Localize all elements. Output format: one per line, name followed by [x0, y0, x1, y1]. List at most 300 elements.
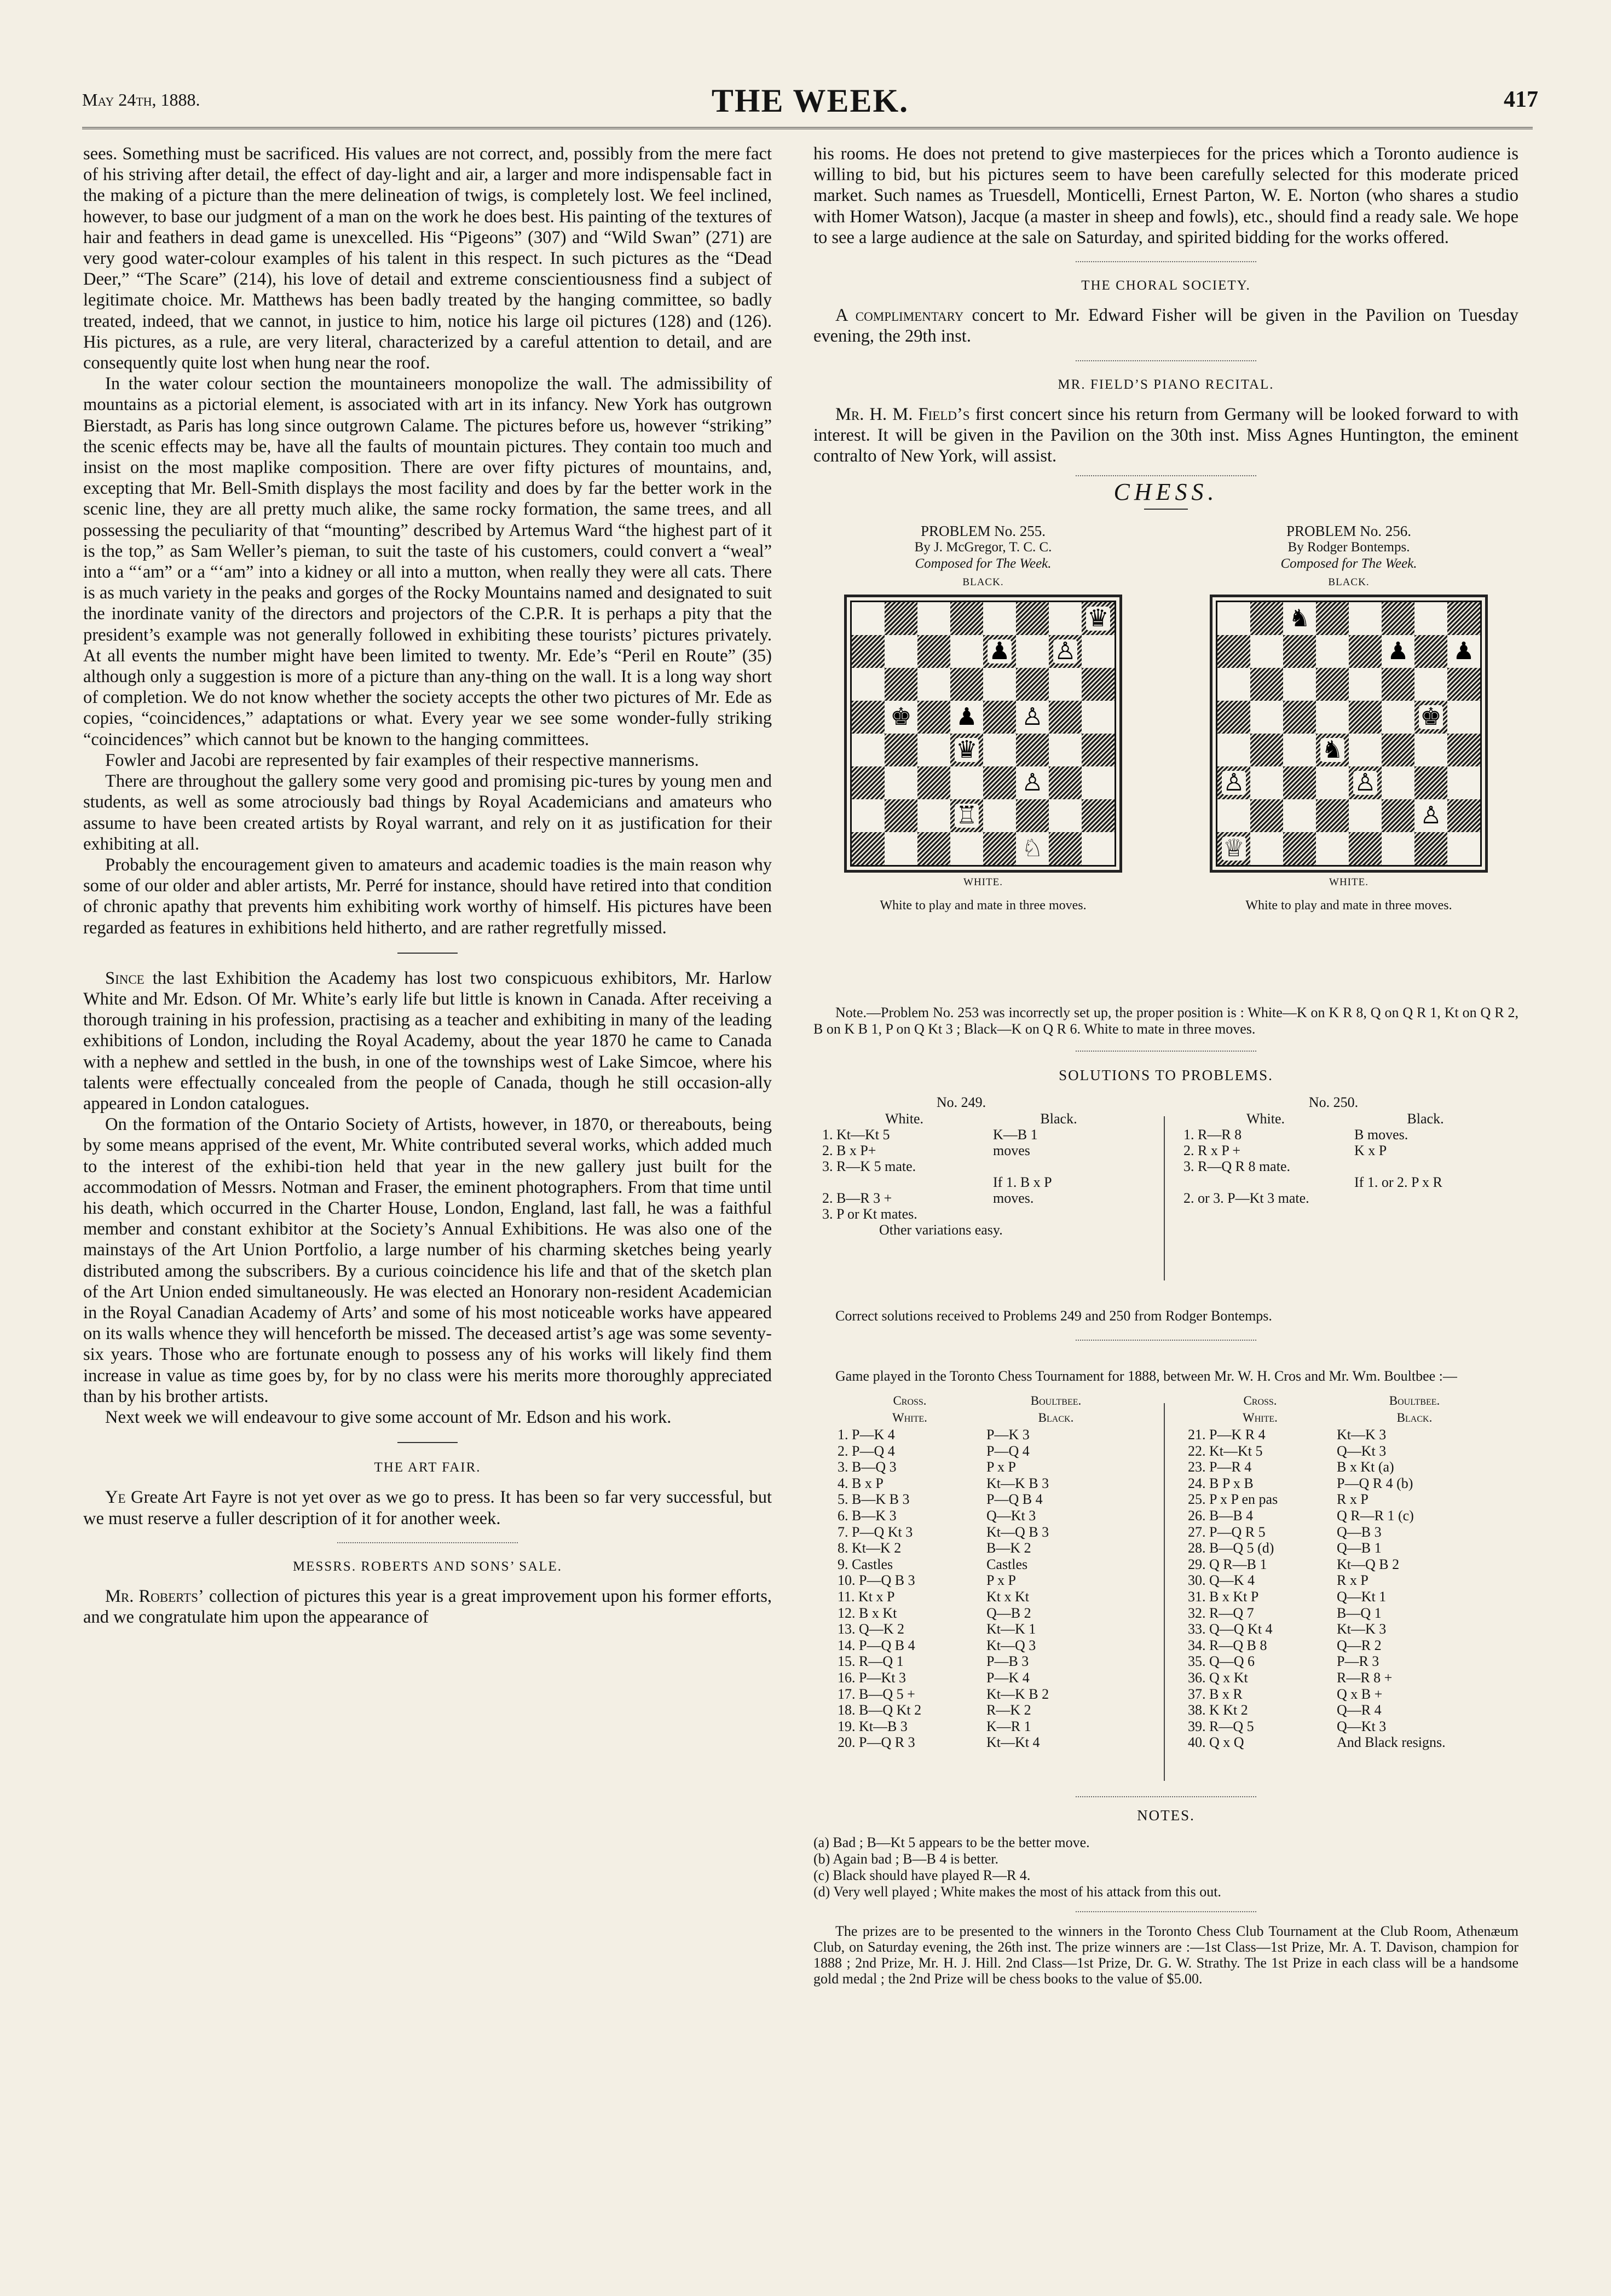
- black-move: P—K 4: [986, 1669, 1030, 1686]
- black-move: R—R 8 +: [1337, 1669, 1393, 1686]
- article-paragraph: In the water colour section the mountaineers monopolize the wall. The admissibility of mountains as a pictorial element, is associated with art in its infancy. New York has outgrown Bierstadt, as Paris has long since outgrown Calame. The pictures before us, however “striking” the scenic effects may be, have all the faults of mountain pictures. They contain too much and insist on the most maplike composition. There are over fifty pictures of mountains, and, excepting that Mr. Bell-Smith displays the most facility and does by far the better work in the scenic line, they are all pretty much alike, the same rocky formation, the same trees, and all possessing the peculiarity of that “mounting” described by Artemus Ward “the highest part of it is the top,” as Sam Weller’s pieman, to suit the taste of his customers, could convert a “weal” into a “‘am” or a “‘am” into a kidney or all into a mutton, when really they were all cats. There is as much variety in the peaks and gorges of the Rocky Mountains named and designated to suit the inordinate vanity of the directors and projectors of the C.P.R. It is perhaps a pity that the president’s example was not generally followed in exhibiting these tourists’ pictures privately. At all events the number might have been limited to twenty. Mr. Ede’s “Peril en Route” (35) although only a suggestion is more of a picture than any-thing on the wall. It is a long way short of completion. We do not know whether the society accepts the other two pictures of Mr. Ede as copies, “coincidences,” adaptations or what. Every year we see some wonder-fully striking “coincidences” which cannot but be known to the hanging committees.: [83, 374, 772, 749]
- board-square: [983, 701, 1016, 734]
- white-move: 27. P—Q R 5: [1188, 1524, 1266, 1540]
- board-square: [1082, 766, 1115, 799]
- section-heading: MR. FIELD’S PIANO RECITAL.: [1058, 377, 1274, 392]
- board-square: [885, 766, 917, 799]
- board-square: [1447, 734, 1480, 766]
- chess-piece: ♙: [1223, 769, 1245, 796]
- black-move: Kt—Q B 3: [986, 1524, 1049, 1540]
- column-head: White.: [1243, 1411, 1278, 1425]
- black-move: B x Kt (a): [1337, 1459, 1394, 1475]
- board-square: [1217, 766, 1250, 799]
- problem-caption: White to play and mate in three moves.: [880, 898, 1087, 913]
- solution-row: [819, 1190, 1128, 1206]
- board-square: [1049, 701, 1082, 734]
- solution-row: [1180, 1143, 1500, 1158]
- move-row: [1186, 1718, 1494, 1735]
- article-paragraph: [83, 1487, 772, 1528]
- black-move: If 1. or 2. P x R: [1354, 1174, 1442, 1190]
- white-move: 2. P—Q 4: [838, 1443, 895, 1459]
- white-move: 1. Kt—Kt 5: [822, 1126, 890, 1143]
- board-square: [1414, 668, 1447, 701]
- black-label: BLACK.: [1328, 576, 1370, 588]
- white-move: 15. R—Q 1: [838, 1653, 904, 1670]
- chess-piece: ♛: [956, 736, 978, 763]
- board-square: [1349, 832, 1382, 865]
- black-move: P—Q R 4 (b): [1337, 1475, 1413, 1491]
- black-move: B—K 2: [986, 1540, 1031, 1556]
- game-intro: Game played in the Toronto Chess Tournament for 1888, between Mr. W. H. Cros and Mr. Wm. Boultbee :—: [835, 1368, 1457, 1384]
- board-square: [1382, 734, 1414, 766]
- board-square: [1217, 799, 1250, 832]
- board-square: [1414, 635, 1447, 668]
- section-rule: [1076, 1340, 1256, 1341]
- black-move: B moves.: [1354, 1126, 1408, 1143]
- board-square: [1082, 635, 1115, 668]
- black-move: R x P: [1337, 1491, 1369, 1508]
- board-square: [1414, 602, 1447, 635]
- page-header: [82, 82, 1538, 126]
- board-square: [1082, 799, 1115, 832]
- problem-256: [1179, 523, 1518, 914]
- section-rule: [1076, 475, 1256, 476]
- board-square: [852, 602, 885, 635]
- board-square: [917, 602, 950, 635]
- problem-composed: Composed for The Week.: [1280, 556, 1417, 571]
- move-row: [835, 1589, 1128, 1605]
- board-square: [1250, 701, 1283, 734]
- column-head: Black.: [1038, 1411, 1074, 1425]
- section-heading: THE CHORAL SOCIETY.: [1081, 278, 1251, 293]
- black-move: Kt—K B 2: [986, 1686, 1049, 1702]
- black-move: Kt—K 3: [1337, 1621, 1387, 1637]
- note-item: (d) Very well played ; White makes the most of his attack from this out.: [813, 1884, 1221, 1900]
- move-row: [835, 1556, 1128, 1573]
- move-row: [1186, 1459, 1494, 1475]
- board-square: [1049, 832, 1082, 865]
- black-move: P x P: [986, 1459, 1016, 1475]
- black-move: Kt—K 1: [986, 1621, 1036, 1637]
- black-move: P—Q B 4: [986, 1491, 1043, 1508]
- white-move: 24. B P x B: [1188, 1475, 1254, 1491]
- black-move: Q—Kt 3: [986, 1508, 1036, 1524]
- lead-word: Mr. H. M. Field’s: [835, 404, 970, 424]
- black-move: Q—B 2: [986, 1605, 1031, 1621]
- article-paragraph: On the formation of the Ontario Society of Artists, however, in 1870, or thereabouts, being by some means apprised of the event, Mr. White contributed several works, which added much to the interest of the exhibi-tion held that year in the new gallery just built for the accommodation of Messrs. Notman and Fraser, the eminent photographers. From that time until his death, which occurred in the Charter House, London, England, last fall, he was a faithful member and constant exhibitor at the Society’s Annual Exhibitions. He was also one of the mainstays of the Art Union Portfolio, a large number of his charming sketches being yearly distributed among the subscribers. By a curious coincidence his life and that of the sketch plan of the Art Union ended simultaneously. He was elected an Honorary non-resident Academician in the Royal Canadian Academy of Arts’ and some of his most noticeable works have appeared on its walls whence they will henceforth be missed. The deceased artist’s age was some seventy-six years. Those who are fortunate enough to possess any of his works will likely find them increase in value as time goes by, for by no class were his merits more thoroughly appreciated than by his brother artists.: [83, 1115, 772, 1406]
- chess-piece: ♙: [1054, 637, 1076, 665]
- board-square: [1250, 635, 1283, 668]
- move-row: [835, 1670, 1128, 1686]
- black-move: Q R—R 1 (c): [1337, 1508, 1414, 1524]
- moves-table: [1186, 1392, 1494, 1751]
- black-move: moves: [993, 1142, 1030, 1158]
- white-move: 3. R—Q R 8 mate.: [1183, 1158, 1290, 1174]
- board-square: [917, 766, 950, 799]
- black-move: Q—B 1: [1337, 1540, 1382, 1556]
- white-move: 9. Castles: [838, 1556, 893, 1572]
- solution-row: [1180, 1190, 1500, 1206]
- board-square: [1049, 602, 1082, 635]
- white-move: 29. Q R—B 1: [1188, 1556, 1267, 1572]
- board-square: [1447, 766, 1480, 799]
- board-square: [1217, 832, 1250, 865]
- column-head: White.: [1246, 1110, 1285, 1127]
- board-square: [1349, 701, 1382, 734]
- move-row: [1186, 1653, 1494, 1670]
- board-square: [983, 602, 1016, 635]
- chess-piece: ♟: [1387, 637, 1409, 665]
- white-move: [819, 1174, 990, 1190]
- chess-board: [850, 601, 1116, 867]
- board-square: [983, 832, 1016, 865]
- black-move: R x P: [1337, 1572, 1369, 1589]
- move-row: [835, 1702, 1128, 1718]
- board-square: [1382, 799, 1414, 832]
- move-row: [1186, 1475, 1494, 1492]
- problem-title: PROBLEM No. 255.: [920, 522, 1046, 539]
- move-row: [1186, 1524, 1494, 1541]
- board-square: [1082, 668, 1115, 701]
- move-row: [835, 1540, 1128, 1556]
- solution-row: [1180, 1127, 1500, 1143]
- board-square: [1349, 635, 1382, 668]
- white-move: 2. B x P+: [822, 1142, 876, 1158]
- board-square: [852, 734, 885, 766]
- move-row: [835, 1459, 1128, 1475]
- board-square: [950, 701, 983, 734]
- white-move: 16. P—Kt 3: [838, 1669, 906, 1686]
- board-square: [1382, 701, 1414, 734]
- white-move: 13. Q—K 2: [838, 1621, 905, 1637]
- black-move: [990, 1158, 1128, 1174]
- board-square: [1082, 602, 1115, 635]
- move-row: [1186, 1443, 1494, 1459]
- paragraph-text: the last Exhibition the Academy has lost two conspicuous exhibitors, Mr. Harlow White and Mr. Edson. Of Mr. White’s early life but little is known in Canada. After receiving a thorough training in his profession, practising as a teacher and exhibiting in many of the leading exhibitions of London, including the Royal Academy, about the year 1870 he came to Canada with a nephew and settled in the bush, in one of the townships west of Lake Simcoe, where his talents were effectually concealed from the people of Canada, though he still occasion-ally appeared in London catalogues.: [83, 968, 772, 1114]
- white-move: 36. Q x Kt: [1188, 1669, 1248, 1686]
- move-row: [1186, 1702, 1494, 1718]
- black-label: BLACK.: [962, 576, 1004, 588]
- solution-row: [819, 1206, 1128, 1222]
- board-square: [1283, 668, 1316, 701]
- black-move: And Black resigns.: [1337, 1734, 1446, 1751]
- lead-word: A complimentary: [835, 305, 964, 326]
- move-row: [1186, 1540, 1494, 1556]
- white-move: 28. B—Q 5 (d): [1188, 1540, 1274, 1556]
- article-paragraph: his rooms. He does not pretend to give masterpieces for the prices which a Toronto audience is willing to bid, but his pictures seem to have been carefully selected for this moderate priced market. Such names as Truesdell, Monticelli, Ernest Parton, W. E. Norton (who shares a studio with Homer Watson), Jacque (a master in sheep and fowls), etc., should find a ready sale. We hope to see a large audience at the sale on Saturday, and spirited bidding for the works offered.: [813, 144, 1518, 247]
- solution-table: [1180, 1111, 1500, 1206]
- black-move: P—K 3: [986, 1427, 1030, 1443]
- white-move: 40. Q x Q: [1188, 1734, 1244, 1751]
- chess-piece: ♟: [956, 703, 978, 730]
- column-head: White.: [885, 1110, 924, 1127]
- board-square: [1049, 734, 1082, 766]
- white-move: 4. B x P: [838, 1475, 884, 1491]
- move-row: [835, 1443, 1128, 1459]
- section-heading: MESSRS. ROBERTS AND SONS’ SALE.: [292, 1559, 563, 1574]
- board-square: [1217, 701, 1250, 734]
- column-head: Black.: [1040, 1110, 1077, 1127]
- white-move: 1. P—K 4: [838, 1427, 895, 1443]
- white-move: 38. K Kt 2: [1188, 1702, 1248, 1718]
- chess-heading: CHESS.: [1113, 478, 1219, 506]
- solution-footer: Other variations easy.: [879, 1221, 1003, 1238]
- move-row: [1186, 1572, 1494, 1589]
- chess-problems: [813, 523, 1518, 1005]
- player-name: Cross.: [893, 1393, 927, 1407]
- board-square: [885, 668, 917, 701]
- board-square: [1349, 602, 1382, 635]
- paragraph-text: first concert since his return from Germany will be looked forward to with interest. It will be given in the Pavilion on the 30th inst. Miss Agnes Huntington, the eminent contralto of New York, will assist.: [813, 404, 1518, 466]
- column-divider: [1164, 1116, 1165, 1280]
- board-square: [1316, 734, 1349, 766]
- white-move: 32. R—Q 7: [1188, 1605, 1254, 1621]
- black-move: Q—R 4: [1337, 1702, 1382, 1718]
- solution-row: [819, 1158, 1128, 1174]
- board-square: [1316, 799, 1349, 832]
- board-square: [1250, 799, 1283, 832]
- board-square: [983, 734, 1016, 766]
- move-row: [835, 1427, 1128, 1443]
- board-square: [1283, 701, 1316, 734]
- board-square: [1349, 668, 1382, 701]
- board-square: [983, 766, 1016, 799]
- board-square: [1049, 766, 1082, 799]
- problem-author: By Rodger Bontemps.: [1287, 539, 1410, 555]
- board-square: [1016, 799, 1049, 832]
- chess-piece: ♘: [1021, 834, 1043, 862]
- board-square: [1447, 832, 1480, 865]
- black-move: K x P: [1354, 1142, 1387, 1158]
- move-row: [835, 1621, 1128, 1637]
- board-square: [1217, 602, 1250, 635]
- white-move: 34. R—Q B 8: [1188, 1637, 1267, 1653]
- black-move: R—K 2: [986, 1702, 1031, 1718]
- solution-title: No. 250.: [1308, 1094, 1359, 1110]
- column-divider: [1164, 1403, 1165, 1781]
- board-square: [1349, 799, 1382, 832]
- board-square: [1316, 635, 1349, 668]
- board-square: [950, 766, 983, 799]
- board-square: [1082, 734, 1115, 766]
- note-item: (c) Black should have played R—R 4.: [813, 1867, 1031, 1884]
- board-square: [950, 799, 983, 832]
- white-move: 23. P—R 4: [1188, 1459, 1252, 1475]
- board-square: [852, 635, 885, 668]
- section-rule: [1144, 509, 1188, 510]
- black-move: Q x B +: [1337, 1686, 1383, 1702]
- move-row: [835, 1653, 1128, 1670]
- move-row: [1186, 1621, 1494, 1637]
- board-square: [1082, 701, 1115, 734]
- board-square: [983, 635, 1016, 668]
- board-square: [1049, 799, 1082, 832]
- black-move: If 1. B x P: [993, 1174, 1052, 1190]
- lead-word: Since: [105, 968, 145, 988]
- masthead: THE WEEK.: [711, 83, 909, 119]
- board-square: [1217, 668, 1250, 701]
- board-square: [1349, 734, 1382, 766]
- article-paragraph: Fowler and Jacobi are represented by fair examples of their respective mannerisms.: [105, 750, 699, 770]
- white-label: WHITE.: [963, 876, 1003, 888]
- white-move: 25. P x P en pas: [1188, 1491, 1278, 1508]
- article-paragraph: [83, 968, 772, 1114]
- move-row: [1186, 1605, 1494, 1622]
- move-row: [835, 1718, 1128, 1735]
- moves-table: [835, 1392, 1128, 1751]
- section-rule: [1076, 261, 1256, 262]
- prizes-paragraph: The prizes are to be presented to the winners in the Toronto Chess Club Tournament at the Club Room, Athenæum Club, on Saturday evening, the 26th inst. The prize winners are :—1st Class—1st Prize, Mr. A. T. Davison, champion for 1888 ; 2nd Prize, Mr. H. J. Hill. 2nd Class—1st Prize, Dr. G. W. Strathy. The 1st Prize in each class will be a handsome gold medal ; the 2nd Prize will be chess books to the value of $5.00.: [813, 1923, 1518, 1987]
- article-paragraph: sees. Something must be sacrificed. His values are not correct, and, possibly from the mere fact of his striving after detail, the effect of day-light and air, a larger and more indispensable fact in the making of a picture than the mere delineation of twigs, is completely lost. We feel inclined, however, to base our judgment of a man on the work he does best. His painting of the textures of hair and feathers in dead game is unexcelled. His “Pigeons” (307) and “Wild Swan” (271) are very good water-colour examples of his talent in this respect. In such pictures as the “Dead Deer,” “The Scare” (214), his love of detail and extreme conscientiousness find a subject of legitimate choice. Mr. Matthews has been badly treated by the hanging committee, so badly treated, indeed, that we cannot, in justice to him, notice his large oil pictures (128) and (126). His pictures, as a rule, are very literal, characterized by a careful attention to detail, and are consequently quite lost when hung near the roof.: [83, 144, 772, 373]
- white-move: 19. Kt—B 3: [838, 1718, 908, 1734]
- board-square: [852, 832, 885, 865]
- column-head: Black.: [1396, 1411, 1433, 1425]
- black-move: K—B 1: [993, 1126, 1038, 1143]
- board-square: [1382, 602, 1414, 635]
- white-move: 21. P—K R 4: [1188, 1427, 1266, 1443]
- solution-table: [819, 1111, 1128, 1222]
- section-rule: [397, 1442, 458, 1443]
- board-square: [1382, 766, 1414, 799]
- player-name: Cross.: [1243, 1393, 1277, 1407]
- white-move: 8. Kt—K 2: [838, 1540, 902, 1556]
- solution-row: [819, 1127, 1128, 1143]
- move-row: [835, 1686, 1128, 1703]
- move-row: [1186, 1589, 1494, 1605]
- board-square: [1250, 602, 1283, 635]
- note-item: (b) Again bad ; B—B 4 is better.: [813, 1851, 998, 1867]
- board-square: [1283, 799, 1316, 832]
- move-row: [835, 1508, 1128, 1524]
- problem-author: By J. McGregor, T. C. C.: [914, 539, 1052, 555]
- board-square: [1414, 701, 1447, 734]
- black-move: Kt—K B 3: [986, 1475, 1049, 1491]
- section-rule: [1076, 1796, 1256, 1797]
- board-square: [983, 668, 1016, 701]
- board-square: [950, 635, 983, 668]
- board-square: [852, 668, 885, 701]
- move-row: [835, 1475, 1128, 1492]
- move-row: [835, 1491, 1128, 1508]
- move-row: [835, 1734, 1128, 1751]
- section-heading: NOTES.: [1137, 1807, 1195, 1824]
- board-square: [1316, 832, 1349, 865]
- right-column: [813, 143, 1518, 1987]
- article-paragraph: Probably the encouragement given to amateurs and academic toadies is the main reason why some of our older and abler artists, Mr. Perré for instance, should have retired into that condition of chronic apathy that prevents him exhibiting work worthy of himself. His pictures have been regarded as features in exhibitions held hitherto, and are rather regretfully missed.: [83, 855, 772, 938]
- game-moves-right: [1186, 1392, 1494, 1751]
- black-move: Kt—Kt 4: [986, 1734, 1040, 1751]
- board-square: [917, 635, 950, 668]
- solutions: [813, 1094, 1518, 1308]
- black-move: Q—Kt 3: [1337, 1443, 1387, 1459]
- column-head: Black.: [1407, 1110, 1444, 1127]
- white-move: [1180, 1174, 1351, 1190]
- black-move: K—R 1: [986, 1718, 1031, 1734]
- white-move: 11. Kt x P: [838, 1588, 895, 1605]
- board-square: [917, 734, 950, 766]
- board-square: [917, 799, 950, 832]
- white-label: WHITE.: [1329, 876, 1369, 888]
- solution-row: [1180, 1158, 1500, 1174]
- move-row: [1186, 1670, 1494, 1686]
- white-move: 35. Q—Q 6: [1188, 1653, 1255, 1670]
- black-move: P—R 3: [1337, 1653, 1379, 1670]
- move-row: [835, 1637, 1128, 1654]
- board-square: [1414, 734, 1447, 766]
- board-square: [1316, 766, 1349, 799]
- board-square: [1316, 602, 1349, 635]
- article-paragraph: [813, 305, 1518, 347]
- board-square: [1283, 734, 1316, 766]
- chess-piece: ♞: [1321, 736, 1343, 763]
- black-move: B—Q 1: [1337, 1605, 1382, 1621]
- move-row: [835, 1572, 1128, 1589]
- white-move: 3. R—K 5 mate.: [822, 1158, 916, 1174]
- board-square: [1016, 766, 1049, 799]
- white-move: 30. Q—K 4: [1188, 1572, 1255, 1589]
- black-move: Castles: [986, 1556, 1028, 1572]
- move-row: [835, 1524, 1128, 1541]
- white-move: 2. R x P +: [1183, 1142, 1240, 1158]
- section-rule: [1076, 1051, 1256, 1052]
- chess-piece: ♙: [1354, 769, 1376, 796]
- white-move: 7. P—Q Kt 3: [838, 1524, 913, 1540]
- white-move: 5. B—K B 3: [838, 1491, 910, 1508]
- board-square: [1016, 635, 1049, 668]
- black-move: Kt—K 3: [1337, 1427, 1387, 1443]
- move-row: [1186, 1427, 1494, 1443]
- board-square: [885, 799, 917, 832]
- problem-title: PROBLEM No. 256.: [1286, 522, 1412, 539]
- chess-piece: ♛: [1087, 604, 1109, 632]
- board-square: [1283, 602, 1316, 635]
- board-square: [885, 701, 917, 734]
- column-head: White.: [892, 1411, 927, 1425]
- board-square: [1382, 635, 1414, 668]
- section-heading: SOLUTIONS TO PROBLEMS.: [1059, 1066, 1273, 1083]
- white-move: 14. P—Q B 4: [838, 1637, 915, 1653]
- board-square: [1447, 635, 1480, 668]
- black-move: Kt—Q 3: [986, 1637, 1036, 1653]
- white-move: 10. P—Q B 3: [838, 1572, 915, 1589]
- white-move: 1. R—R 8: [1183, 1126, 1242, 1143]
- board-square: [1283, 635, 1316, 668]
- board-square: [1217, 734, 1250, 766]
- article-paragraph: Next week we will endeavour to give some account of Mr. Edson and his work.: [105, 1407, 672, 1427]
- board-square: [1016, 701, 1049, 734]
- black-move: P—B 3: [986, 1653, 1029, 1670]
- board-square: [1447, 602, 1480, 635]
- board-square: [852, 766, 885, 799]
- board-square: [950, 668, 983, 701]
- board-square: [1049, 668, 1082, 701]
- white-move: 12. B x Kt: [838, 1605, 897, 1621]
- chess-piece: ♚: [1420, 703, 1442, 730]
- header-rule: [82, 127, 1533, 129]
- white-move: 37. B x R: [1188, 1686, 1243, 1702]
- board-square: [885, 734, 917, 766]
- move-row: [1186, 1556, 1494, 1573]
- board-square: [1414, 799, 1447, 832]
- game-moves-left: [835, 1392, 1128, 1751]
- board-square: [983, 799, 1016, 832]
- chess-piece: ♞: [1289, 604, 1310, 632]
- black-move: P—Q 4: [986, 1443, 1030, 1459]
- board-square: [1283, 766, 1316, 799]
- black-move: [1351, 1190, 1500, 1206]
- white-move: 39. R—Q 5: [1188, 1718, 1254, 1734]
- article-paragraph: [813, 404, 1518, 467]
